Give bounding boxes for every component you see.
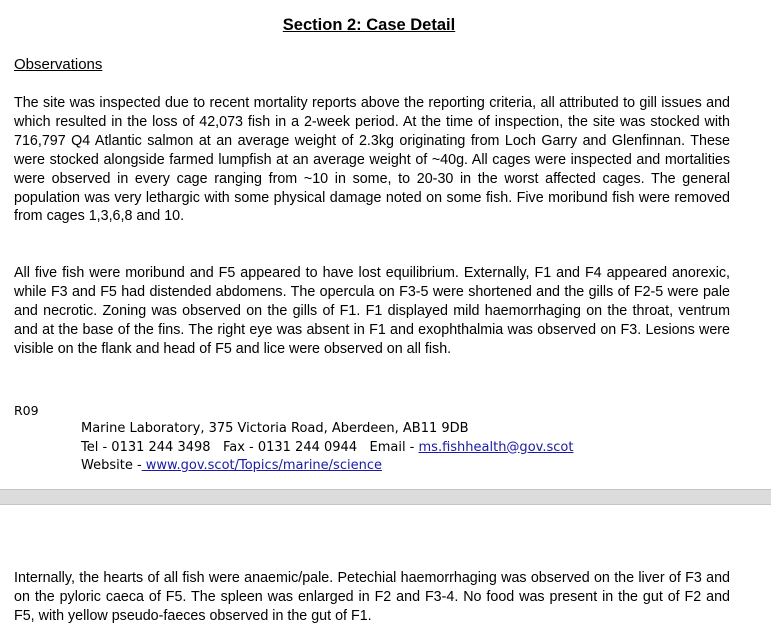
section-title: Section 2: Case Detail [282, 16, 456, 34]
footer-website-line [81, 457, 573, 476]
observation-paragraph-3: Internally, the hearts of all fish were anaemic/pale. Petechial haemorrhaging was observed on the liver of F3 and on the pyloric caeca of F5. The spleen was enlarged in F2 and F3-4. No food was present in the gut of F2 and F5, with yellow pseudo-faeces observed in the gut of F1. [14, 570, 730, 624]
observation-paragraph-1: The site was inspected due to recent mortality reports above the reporting criteria, all attributed to gill issues and which resulted in the loss of 42,073 fish in a 2-week period. At the time of inspection, the site was stocked with 716,797 Q4 Atlantic salmon at an average weight of 2.3kg originating from Loch Garry and Glenfinnan. These were stocked alongside farmed lumpfish at an average weight of ~40g. All cages were inspected and mortalities were observed in every cage ranging from ~10 in some, to 20-30 in the worst affected cages. The general population was very lethargic with some physical damage noted on some fish. Five moribund fish were removed from cages 1,3,6,8 and 10. [14, 95, 730, 225]
page-break-divider [0, 489, 771, 505]
footer-reference-code: R09 [14, 403, 39, 418]
footer-contact-prefix: Tel - 0131 244 3498 Fax - 0131 244 0944 Email - [81, 439, 419, 455]
observations-heading: Observations [14, 56, 103, 73]
footer-website-link[interactable]: www.gov.scot/Topics/marine/science [141, 458, 382, 473]
footer-contact-line [81, 439, 573, 458]
footer-email-link[interactable]: ms.fishhealth@gov.scot [418, 439, 574, 455]
footer-contact-block [81, 420, 573, 476]
observation-paragraph-2: All five fish were moribund and F5 appeared to have lost equilibrium. Externally, F1 and F4 appeared anorexic, while F3 and F5 had distended abdomens. The opercula on F3-5 were shortened and the gills of F2-5 were pale and necrotic. Zoning was observed on the gills of F1. F1 displayed mild haemorrhaging on the throat, ventrum and at the base of the fins. The right eye was absent in F1 and exophthalmia was observed on F3. Lesions were visible on the flank and head of F5 and lice were observed on all fish. [14, 265, 730, 357]
footer-website-prefix: Website - [81, 458, 142, 473]
footer-address: Marine Laboratory, 375 Victoria Road, Aberdeen, AB11 9DB [81, 421, 469, 436]
